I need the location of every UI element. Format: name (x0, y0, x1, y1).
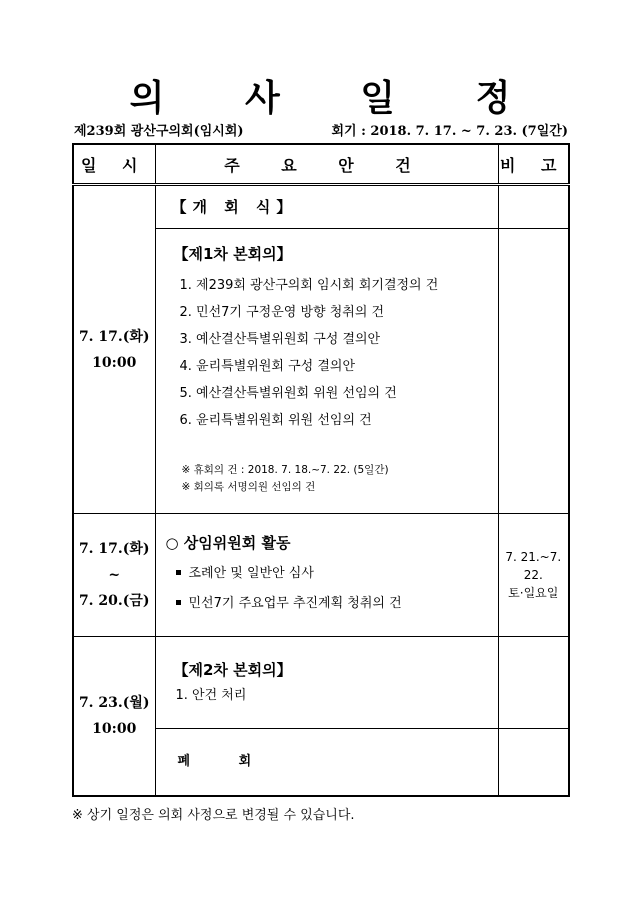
session-info (74, 120, 568, 138)
list-item: 4. 윤리특별위원회 구성 결의안 (179, 359, 355, 374)
note-minutes: ※ 회의록 서명의원 선임의 건 (181, 481, 316, 493)
header-date: 일 시 (73, 144, 155, 185)
list-item: 1. 제239회 광산구의회 임시회 회기결정의 건 (179, 278, 439, 293)
day1-opening-row (73, 185, 569, 229)
header-note: 비 고 (498, 144, 569, 185)
list-item (156, 559, 498, 589)
list-item: 6. 윤리특별위원회 위원 선임의 건 (179, 413, 372, 428)
session1-note-cell (498, 229, 569, 514)
list-item: 5. 예산결산특별위원회 위원 선임의 건 (179, 386, 397, 401)
session-period: 회기 : 2018. 7. 17. ~ 7. 23. (7일간) (331, 124, 568, 139)
day1-time: 10:00 (92, 354, 137, 371)
list-item: 3. 예산결산특별위원회 구성 결의안 (179, 332, 381, 347)
closing-cell (155, 729, 498, 797)
session1-notes (156, 434, 498, 506)
schedule-table (72, 143, 570, 797)
day1-date: 7. 17.(화) (78, 328, 150, 345)
committee-note-days: 토·일요일 (508, 586, 559, 600)
list-item: 2. 민선7기 구정운영 방향 청취의 건 (179, 305, 385, 320)
day2-session-row (73, 637, 569, 729)
list-item: 1. 안건 처리 (175, 688, 247, 703)
committee-date-sep: ~ (108, 567, 121, 583)
committee-title: ○ 상임위원회 활동 (165, 534, 291, 552)
session2-cell (155, 637, 498, 729)
committee-cell (155, 514, 498, 637)
page-title: 의 사 일 정 (129, 78, 545, 119)
note-recess: ※ 휴회의 건 : 2018. 7. 18.~7. 22. (5일간) (181, 464, 389, 476)
day2-date: 7. 23.(월) (78, 695, 150, 711)
opening-ceremony: 【개 회 식】 (171, 198, 298, 216)
session1-title: 【제1차 본회의】 (173, 245, 292, 263)
opening-note-cell (498, 185, 569, 229)
committee-note-cell (498, 514, 569, 637)
closing-note-cell (498, 729, 569, 797)
opening-cell (155, 185, 498, 229)
day2-date-cell (73, 637, 155, 797)
day1-date-cell (73, 185, 155, 514)
session2-title: 【제2차 본회의】 (173, 661, 292, 679)
committee-date-cell (73, 514, 155, 637)
day2-time: 10:00 (92, 721, 137, 737)
header-row (73, 144, 569, 185)
footer-note: ※ 상기 일정은 의회 사정으로 변경될 수 있습니다. (72, 808, 355, 823)
committee-row (73, 514, 569, 637)
list-item (156, 589, 498, 619)
session1-items (156, 272, 498, 434)
session2-note-cell (498, 637, 569, 729)
header-agenda: 주 요 안 건 (155, 144, 498, 185)
committee-item-label: 조례안 및 일반안 심사 (188, 566, 314, 581)
session-label: 제239회 광산구의회(임시회) (74, 124, 244, 139)
committee-item-label: 민선7기 주요업무 추진계획 청취의 건 (188, 596, 402, 611)
closing-ceremony: 폐 회 (177, 754, 274, 769)
committee-date-end: 7. 20.(금) (78, 593, 150, 609)
committee-note-dates: 7. 21.~7. 22. (505, 550, 562, 582)
session1-cell (155, 229, 498, 514)
committee-date-start: 7. 17.(화) (78, 541, 150, 557)
square-bullet-icon (176, 570, 181, 575)
square-bullet-icon (176, 600, 181, 605)
